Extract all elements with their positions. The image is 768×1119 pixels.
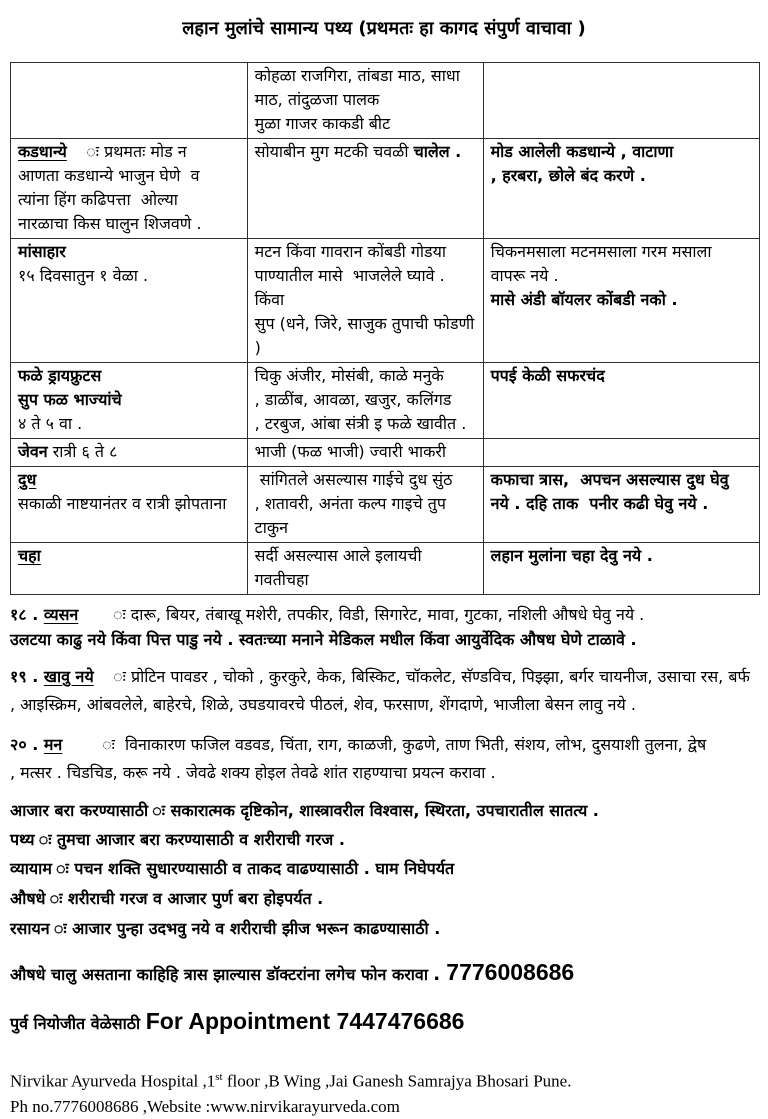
text-run: सर्दी असल्यास आले इलायची गवतीचहा bbox=[254, 546, 427, 589]
rasayan-line bbox=[10, 914, 762, 944]
pathya-line bbox=[10, 825, 762, 854]
table-cell bbox=[483, 239, 759, 363]
diet-table-body bbox=[11, 63, 760, 595]
text-run: , शतावरी, अनंता कल्प गाइचे तुप टाकुन bbox=[254, 494, 452, 537]
vyayam-line bbox=[10, 854, 762, 884]
text-run: ४ ते ५ वा . bbox=[18, 414, 83, 433]
text-run: पुर्व नियोजीत वेळेसाठी bbox=[10, 1014, 146, 1033]
text-run: मासे अंडी बॉयलर कोंबडी नको . bbox=[490, 290, 678, 309]
table-cell bbox=[247, 543, 483, 595]
table-cell bbox=[11, 239, 248, 363]
text-run: माठ, तांदुळजा पालक bbox=[254, 90, 380, 109]
table-cell bbox=[247, 439, 483, 467]
text-run: सोयाबीन मुग मटकी चवळी bbox=[254, 142, 414, 161]
table-cell bbox=[11, 439, 248, 467]
text-run: मुळा गाजर काकडी बीट bbox=[254, 114, 391, 133]
diet-table bbox=[10, 62, 760, 595]
text-line bbox=[18, 140, 243, 164]
text-run: खावु नये bbox=[43, 667, 94, 686]
text-line bbox=[255, 312, 479, 360]
text-line bbox=[10, 914, 762, 944]
text-run: सकाळी नाष्टयानंतर व रात्री झोपताना bbox=[18, 494, 227, 513]
text-line bbox=[10, 602, 762, 627]
text-line bbox=[255, 88, 479, 112]
text-run: सांगितले असल्यास गाईचे दुध सुंठ bbox=[254, 470, 453, 489]
text-line bbox=[10, 884, 762, 914]
text-run: व्यसन bbox=[43, 605, 79, 624]
text-line bbox=[491, 492, 755, 516]
text-line bbox=[10, 825, 762, 854]
text-line bbox=[18, 188, 243, 212]
text-line bbox=[18, 264, 243, 288]
text-line bbox=[18, 468, 243, 492]
text-line bbox=[491, 140, 755, 164]
table-cell bbox=[247, 467, 483, 543]
text-run: मांसाहार bbox=[18, 242, 66, 261]
text-run: , टरबुज, आंबा संत्री इ फळे खावीत . bbox=[254, 414, 467, 433]
text-run: मोड आलेली कडधान्ये , वाटाणा bbox=[490, 142, 674, 161]
table-cell bbox=[483, 543, 759, 595]
p19 bbox=[10, 663, 762, 719]
text-run: औषधे ः शरीराची गरज व आजार पुर्ण बरा होइपर्यत . bbox=[10, 889, 324, 908]
text-run: Ph no.7776008686 ,Website :www.nirvikarayurveda.com bbox=[10, 1096, 400, 1116]
text-run: आणता कडधान्ये भाजुन घेणे व bbox=[18, 166, 200, 185]
table-cell bbox=[483, 63, 759, 139]
table-cell bbox=[247, 139, 483, 239]
aushadhe-line bbox=[10, 884, 762, 914]
table-cell bbox=[11, 467, 248, 543]
p20 bbox=[10, 731, 762, 787]
text-line bbox=[18, 164, 243, 188]
table-row bbox=[11, 363, 760, 439]
text-run: मन bbox=[43, 735, 63, 754]
text-run: कफाचा त्रास, अपचन असल्यास दुध घेवु bbox=[490, 470, 729, 489]
text-line bbox=[18, 388, 243, 412]
text-run: नारळाचा किस घालुन शिजवणे . bbox=[18, 214, 202, 233]
text-run: . 7776008686 bbox=[433, 959, 575, 985]
text-line bbox=[10, 627, 762, 652]
text-run: भाजी (फळ भाजी) ज्वारी भाकरी bbox=[254, 442, 447, 461]
text-line bbox=[10, 854, 762, 884]
text-run: फळे ड्रायफ्रुटस bbox=[18, 366, 102, 385]
table-cell bbox=[11, 139, 248, 239]
text-run: , डाळींब, आवळा, खजुर, कलिंगड bbox=[254, 390, 452, 409]
text-run: रसायन ः आजार पुन्हा उदभवु नये व शरीराची झीज भरून काढण्यासाठी . bbox=[10, 919, 441, 938]
text-run: चिकु अंजीर, मोसंबी, काळे मनुके bbox=[254, 366, 444, 385]
text-line bbox=[10, 1004, 762, 1041]
text-run: चालेल . bbox=[413, 142, 462, 161]
text-run: पथ्य ः तुमचा आजार बरा करण्यासाठी व शरीराची गरज . bbox=[10, 830, 345, 849]
text-run: आजार बरा करण्यासाठी ः सकारात्मक दृष्टिकोन, शास्त्रावरील विश्वास, स्थिरता, उपचारातील सातत्य . bbox=[10, 801, 599, 820]
text-run: , मत्सर . चिडचिड, करू नये . जेवढे शक्य होइल तेवढे शांत राहण्याचा प्रयत्न करावा . bbox=[10, 763, 496, 782]
text-run: त्यांना हिंग कढिपत्ता ओल्या bbox=[18, 190, 178, 209]
text-line bbox=[255, 264, 479, 312]
text-line bbox=[491, 288, 755, 312]
text-line bbox=[255, 492, 479, 540]
text-line bbox=[10, 691, 762, 719]
text-line bbox=[491, 264, 755, 288]
text-line bbox=[10, 731, 762, 759]
text-run: , हरबरा, छोले बंद करणे . bbox=[490, 166, 646, 185]
phone-line bbox=[10, 955, 762, 992]
text-run: st bbox=[215, 1071, 223, 1083]
text-run: पपई केळी सफरचंद bbox=[490, 366, 605, 385]
text-run: कडधान्ये bbox=[18, 142, 67, 161]
table-row bbox=[11, 439, 760, 467]
text-line bbox=[18, 364, 243, 388]
text-run: रात्री ६ ते ८ bbox=[47, 442, 118, 461]
text-line bbox=[491, 364, 755, 388]
text-line bbox=[255, 364, 479, 388]
text-line bbox=[255, 440, 479, 464]
text-line bbox=[10, 955, 762, 992]
table-cell bbox=[247, 239, 483, 363]
text-line bbox=[491, 544, 755, 568]
text-run: जेवन bbox=[18, 442, 48, 461]
text-run: व्यायाम ः पचन शक्ति सुधारण्यासाठी व ताकद वाढण्यासाठी . घाम निघेपर्यत bbox=[10, 859, 455, 878]
text-line bbox=[10, 663, 762, 691]
text-line bbox=[255, 240, 479, 264]
table-cell bbox=[247, 363, 483, 439]
p18 bbox=[10, 602, 762, 652]
text-line bbox=[10, 1094, 762, 1119]
text-run: १५ दिवसातुन १ वेळा . bbox=[18, 266, 149, 285]
text-line bbox=[255, 140, 479, 164]
text-run: वापरू नये . bbox=[490, 266, 559, 285]
text-run: पाण्यातील मासे भाजलेले घ्यावे . किंवा bbox=[254, 266, 450, 309]
text-run: For Appointment 7447476686 bbox=[145, 1008, 465, 1034]
text-run: चहा bbox=[18, 546, 41, 565]
text-run: मटन किंवा गावरान कोंबडी गोडया bbox=[254, 242, 447, 261]
goal-line bbox=[10, 796, 762, 825]
text-run: ः विनाकारण फजिल वडवड, चिंता, राग, काळजी, कुढणे, ताण भिती, संशय, लोभ, दुसयाशी तुलना, द्वेष bbox=[62, 735, 707, 754]
text-run: २० . bbox=[10, 735, 44, 754]
text-line bbox=[18, 412, 243, 436]
table-row bbox=[11, 543, 760, 595]
text-line bbox=[10, 759, 762, 787]
table-row bbox=[11, 467, 760, 543]
table-cell bbox=[483, 139, 759, 239]
text-run: , आइस्क्रिम, आंबवलेले, बाहेरचे, शिळे, उघडयावरचे पीठलं, शेव, फरसाण, शेंगदाणे, भाजीला बेसन लावु नये . bbox=[10, 695, 636, 714]
text-line bbox=[255, 468, 479, 492]
text-line bbox=[491, 468, 755, 492]
text-line bbox=[255, 388, 479, 412]
text-line bbox=[10, 1065, 762, 1094]
text-line bbox=[18, 240, 243, 264]
text-run: नये . दहि ताक पनीर कढी घेवु नये . bbox=[490, 494, 709, 513]
text-line bbox=[255, 412, 479, 436]
text-run: उलटया काढु नये किंवा पित्त पाडु नये . स्वतःच्या मनाने मेडिकल मधील किंवा आयुर्वेदिक औषध घेणे टाळावे . bbox=[10, 630, 637, 649]
text-run: ः दारू, बियर, तंबाखू मशेरी, तपकीर, विडी, सिगारेट, मावा, गुटका, नशिली औषधे घेवु नये . bbox=[78, 605, 645, 624]
text-run: १८ . bbox=[10, 605, 44, 624]
text-line bbox=[18, 492, 243, 516]
text-run: ः प्रोटिन पावडर , चोको , कुरकुरे, केक, बिस्किट, चॉकलेट, सॅण्डविच, पिझ्झा, बर्गर चायनीज, उसाचा रस, बर्फ bbox=[93, 667, 750, 686]
text-line bbox=[10, 796, 762, 825]
text-line bbox=[18, 212, 243, 236]
paragraphs bbox=[10, 602, 762, 1119]
text-run: चिकनमसाला मटनमसाला गरम मसाला bbox=[490, 242, 712, 261]
text-run: सुप (धने, जिरे, साजुक तुपाची फोडणी ) bbox=[254, 314, 480, 357]
text-run: Nirvikar Ayurveda Hospital ,1 bbox=[10, 1071, 216, 1091]
table-cell bbox=[483, 467, 759, 543]
text-run: ः प्रथमतः मोड न bbox=[66, 142, 187, 161]
table-cell bbox=[483, 363, 759, 439]
text-run: floor ,B Wing ,Jai Ganesh Samrajya Bhosari Pune. bbox=[222, 1071, 572, 1091]
table-cell bbox=[11, 63, 248, 139]
table-cell bbox=[247, 63, 483, 139]
table-cell bbox=[483, 439, 759, 467]
table-row bbox=[11, 63, 760, 139]
text-run: १९ . bbox=[10, 667, 44, 686]
text-run: सुप फळ भाज्यांचे bbox=[18, 390, 122, 409]
text-run: कोहळा राजगिरा, तांबडा माठ, साधा bbox=[254, 66, 460, 85]
appointment-line bbox=[10, 1004, 762, 1041]
text-run: लहान मुलांना चहा देवु नये . bbox=[490, 546, 653, 565]
text-line bbox=[255, 112, 479, 136]
text-line bbox=[491, 240, 755, 264]
footer-address bbox=[10, 1065, 762, 1119]
text-line bbox=[18, 440, 243, 464]
table-cell bbox=[11, 543, 248, 595]
text-line bbox=[18, 544, 243, 568]
page-title: लहान मुलांचे सामान्य पथ्य (प्रथमतः हा कागद संपुर्ण वाचावा ) bbox=[182, 18, 586, 39]
table-row bbox=[11, 139, 760, 239]
table-row bbox=[11, 239, 760, 363]
text-run: औषधे चालु असताना काहिहि त्रास झाल्यास डॉक्टरांना लगेच फोन करावा bbox=[10, 965, 434, 984]
table-cell bbox=[11, 363, 248, 439]
text-line bbox=[491, 164, 755, 188]
text-line bbox=[255, 64, 479, 88]
text-run: दुध bbox=[18, 470, 37, 489]
text-line bbox=[255, 544, 479, 592]
